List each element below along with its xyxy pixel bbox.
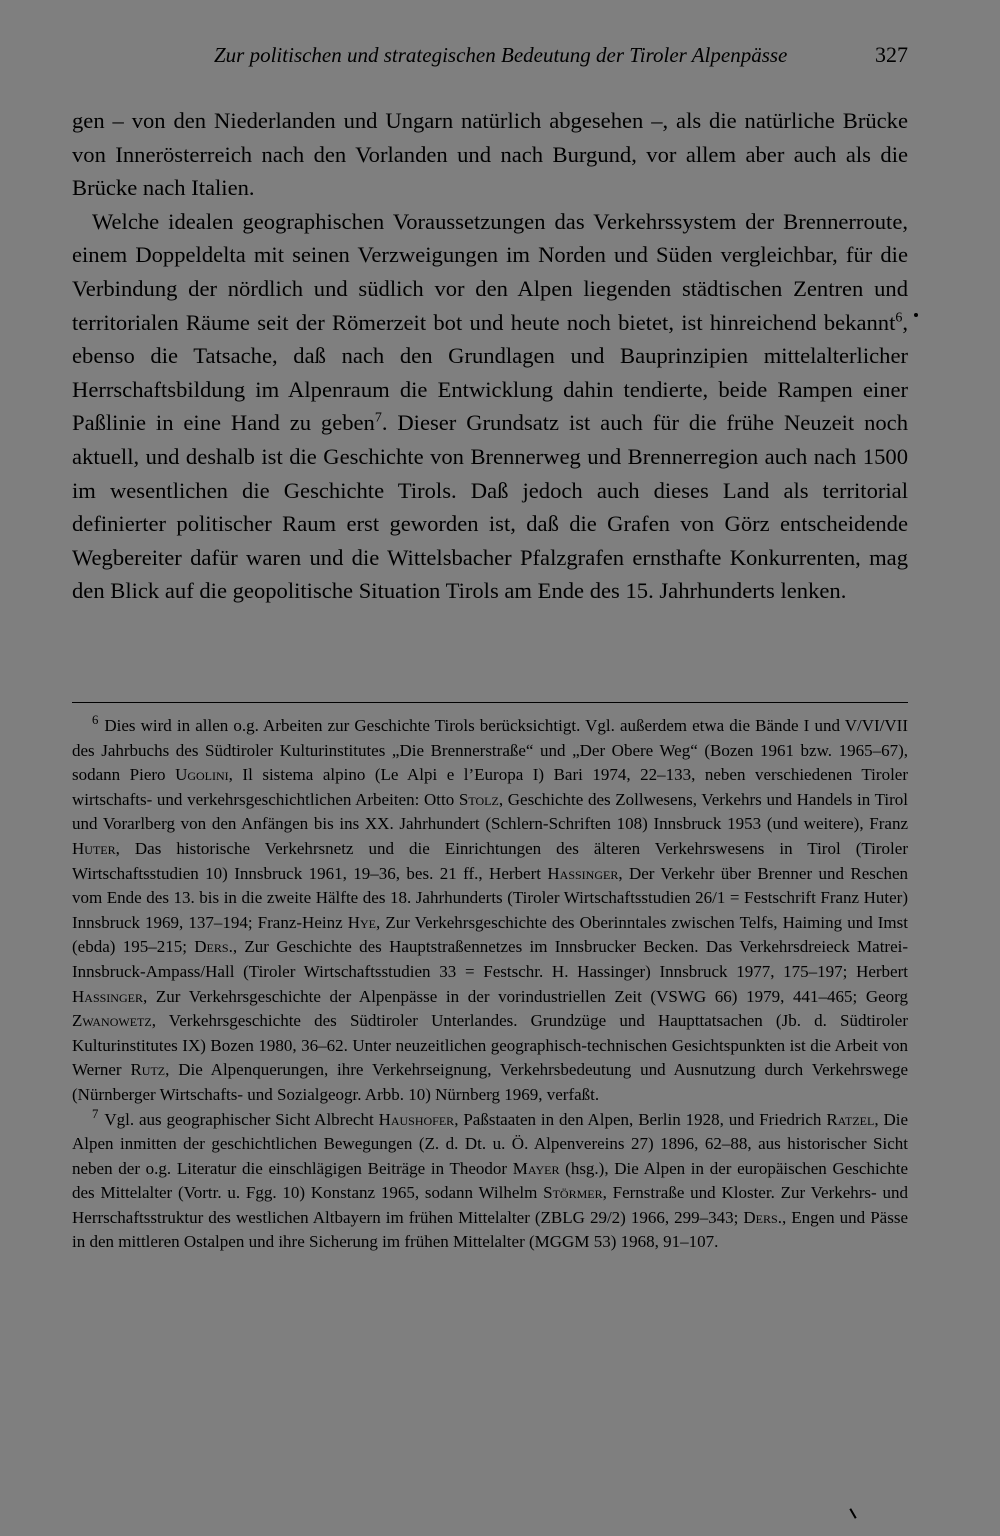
- paragraph-2-part-b: , ebenso die Tatsache, daß nach den Grundlagen und Bauprinzipien mittelalterlicher Herrschaftsbildung im Alpenraum die Entwicklung dahin tendierte, beide Rampen einer Paßlinie in eine Hand zu geben: [72, 309, 908, 436]
- margin-tick-mark: [849, 1508, 856, 1519]
- footnote-6: [72, 714, 908, 1108]
- footnote-6-mark: 6: [92, 713, 99, 728]
- paragraph-1: gen – von den Niederlanden und Ungarn natürlich abgesehen –, als die natürliche Brücke von Innerösterreich nach den Vorlanden und nach Burgund, vor allem aber auch als die Brücke nach Italien.: [72, 108, 908, 201]
- footnote-text: , Verkehrsgeschichte des Südtiroler Unterlandes. Grundzüge und Haupttatsachen (Jb. d. Südtiroler Kulturinstitutes IX) Bozen 1980, 36–62. Unter neuzeitlichen geographisch-technischen Gesichtspunkten ist die Arbeit von Werner: [72, 1011, 908, 1080]
- running-head: [72, 40, 908, 74]
- footnote-text: Dies wird in allen o.g. Arbeiten zur Geschichte Tirols berücksichtigt. Vgl. außerdem etwa die Bände I und V/VI/VII des Jahrbuchs des Südtiroler Kulturinstitutes „Die Brennerstraße“ und „Der Obere Weg“ (Bozen 1961 bzw. 1965–67), sodann Piero: [72, 716, 908, 785]
- author-name: Ders.: [194, 937, 233, 957]
- author-name: Hassinger: [547, 863, 619, 883]
- paragraph-2-part-c: . Dieser Grundsatz ist auch für die frühe Neuzeit noch aktuell, und deshalb ist die Geschichte von Brennerweg und Brennerregion auch nach 1500 im wesentlichen die Geschichte Tirols. Daß jedoch auch dieses Land als territorial definierter politischer Raum erst geworden ist, daß die Grafen von Görz entscheidende Wegbereiter dafür waren und die Wittelsbacher Pfalzgrafen ernsthafte Konkurrenten, mag den Blick auf die geopolitische Situation Tirols am Ende des 15. Jahrhunderts lenken.: [72, 410, 908, 604]
- author-name: Zwanowetz: [72, 1011, 152, 1031]
- author-name: Störmer: [543, 1183, 603, 1203]
- footnote-text: , Zur Geschichte des Hauptstraßennetzes im Innsbrucker Becken. Das Verkehrsdreieck Matrei-Innsbruck-Ampass/Hall (Tiroler Wirtschaftsstudien 33 = Festschr. H. Hassinger) Innsbruck 1977, 175–197; Herbert: [72, 937, 909, 981]
- author-name: Ders.: [743, 1207, 782, 1227]
- footnote-text: , Paßstaaten in den Alpen, Berlin 1928, und Friedrich: [454, 1109, 827, 1129]
- author-name: Stolz: [458, 789, 499, 809]
- author-name: Ugolini: [175, 765, 229, 785]
- author-name: Mayer: [512, 1158, 560, 1178]
- author-name: Huter: [72, 838, 116, 858]
- author-name: Hassinger: [72, 986, 143, 1006]
- footnote-separator-rule: [72, 702, 908, 703]
- footnote-text: , Das historische Verkehrsnetz und die Einrichtungen des älteren Verkehrswesens in Tirol (Tiroler Wirtschaftsstudien 10) Innsbruck 1961, 19–36, bes. 21 ff., Herbert: [72, 838, 908, 883]
- footnote-text: , Zur Verkehrsgeschichte der Alpenpässe in der vorindustriellen Zeit (VSWG 66) 1979, 441–465; Georg: [142, 986, 908, 1006]
- footnote-text: , Die Alpenquerungen, ihre Verkehrseignung, Verkehrsbedeutung und Ausnutzung durch Verkehrswege (Nürnberger Wirtschafts- und Sozialgeogr. Arbb. 10) Nürnberg 1969, verfaßt.: [72, 1060, 908, 1104]
- paragraph-2-part-a: Welche idealen geographischen Voraussetzungen das Verkehrssystem der Brennerroute, einem Doppeldelta mit seinen Verzweigungen im Norden und Süden vergleichbar, für die Verbindung der nördlich und südlich vor den Alpen liegenden städtischen Zentren und territorialen Räume seit der Römerzeit bot und heute noch bietet, ist hinreichend bekannt: [72, 208, 908, 335]
- footnote-ref-6: 6: [895, 310, 903, 326]
- footnote-text: , Die Alpen inmitten der geschichtlichen Bewegungen (Z. d. Dt. u. Ö. Alpenvereins 27) 1896, 62–88, aus historischer Sicht neben der o.g. Literatur die einschlägigen Beiträge in Theodor: [72, 1109, 908, 1178]
- footnote-ref-7: 7: [374, 410, 382, 426]
- paragraph-2: [72, 205, 908, 608]
- footnote-7-mark: 7: [92, 1106, 99, 1121]
- main-text: [72, 104, 908, 608]
- footnote-text: Vgl. aus geographischer Sicht Albrecht: [104, 1109, 379, 1129]
- footnote-text: , Geschichte des Zollwesens, Verkehrs und Handels in Tirol und Vorarlberg von den Anfängen bis ins XX. Jahrhundert (Schlern-Schriften 108) Innsbruck 1953 (und weitere), Franz: [72, 789, 908, 834]
- footnote-text: , Il sistema alpino (Le Alpi e l’Europa I) Bari 1974, 22–133, neben verschiedenen Tiroler wirtschafts- und verkehrsgeschichtlichen Arbeiten: Otto: [72, 765, 908, 809]
- footnote-text: , Engen und Pässe in den mittleren Ostalpen und ihre Sicherung im frühen Mittelalter (MGGM 53) 1968, 91–107.: [72, 1207, 908, 1252]
- margin-dot-mark: [914, 313, 918, 317]
- author-name: Rutz: [130, 1060, 166, 1080]
- footnote-7: [72, 1108, 908, 1256]
- footnote-text: , Fernstraße und Kloster. Zur Verkehrs- und Herrschaftsstruktur des westlichen Altbayern im frühen Mittelalter (ZBLG 29/2) 1966, 299–343;: [72, 1183, 908, 1227]
- footnote-text: (hsg.), Die Alpen in der europäischen Geschichte des Mittelalter (Vortr. u. Fgg. 10) Konstanz 1965, sodann Wilhelm: [72, 1158, 908, 1203]
- author-name: Haushofer: [378, 1109, 455, 1129]
- footnote-text: , Zur Verkehrsgeschichte des Oberinntales zwischen Telfs, Haiming und Imst (ebda) 195–215;: [72, 912, 908, 957]
- footnotes: [72, 714, 908, 1255]
- author-name: Ratzel: [826, 1109, 875, 1129]
- running-title: Zur politischen und strategischen Bedeutung der Tiroler Alpenpässe: [214, 43, 788, 67]
- footnote-text: , Der Verkehr über Brenner und Reschen vom Ende des 13. bis in die zweite Hälfte des 18. Jahrhunderts (Tiroler Wirtschaftsstudien 26/1 = Festschrift Franz Huter) Innsbruck 1969, 137–194; Franz-Heinz: [72, 863, 909, 932]
- page-number: 327: [875, 42, 908, 67]
- author-name: Hye: [347, 912, 376, 932]
